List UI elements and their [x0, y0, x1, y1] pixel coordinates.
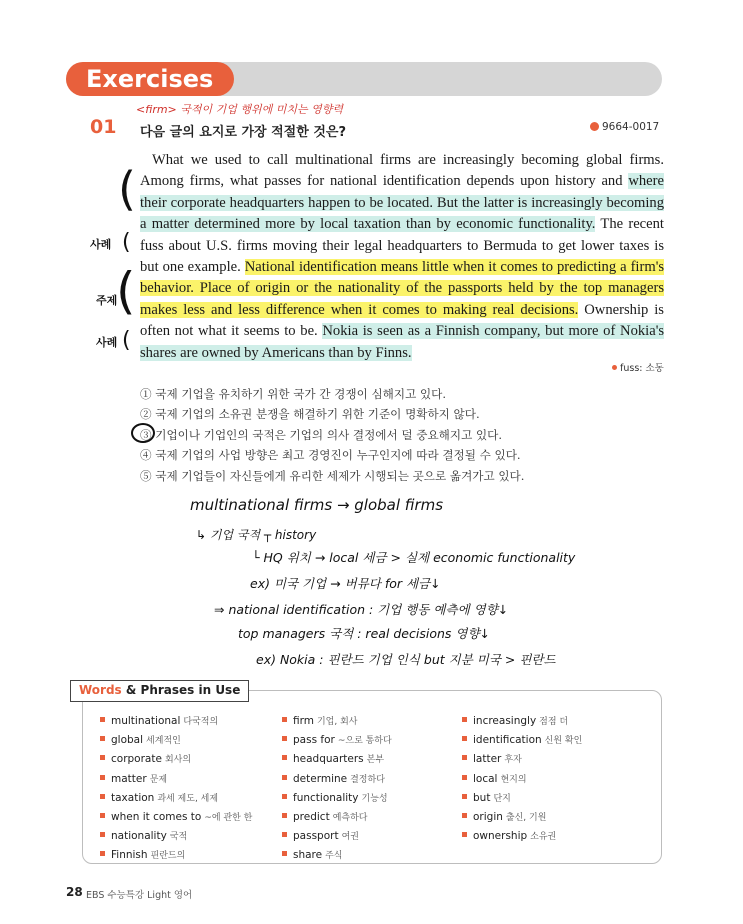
- word-item: [282, 750, 392, 769]
- word-item: [462, 808, 582, 827]
- note-line-5: ⇒ national identification : 기업 행동 예측에 영향↓: [214, 602, 509, 617]
- word-item: [282, 770, 392, 789]
- sentence-3: The recent fuss about U.S. firms moving their legal headquarters to Bermuda to get lower taxes is but one example.: [140, 216, 664, 276]
- choice-1[interactable]: ① 국제 기업을 유치하기 위한 국가 간 경쟁이 심해지고 있다.: [140, 387, 447, 401]
- word-en: determine: [293, 772, 348, 785]
- sentence-5: Ownership is often not what it seems to be.: [140, 301, 664, 340]
- word-kr: 출신, 기원: [505, 813, 547, 824]
- word-en: passport: [293, 830, 339, 843]
- question-number: 01: [90, 116, 117, 138]
- bullet-icon: [462, 717, 467, 722]
- sentence-2a: Among firms, what passes for national identification depends upon history and: [140, 173, 629, 190]
- selected-answer-mark: [131, 423, 155, 443]
- word-en: increasingly: [473, 715, 537, 727]
- word-en: firm: [293, 715, 314, 727]
- choice-3[interactable]: ③ 기업이나 기업인의 국적은 기업의 의사 결정에서 덜 중요해지고 있다.: [140, 427, 503, 442]
- note-line-2: ↳ 기업 국적 ┬ history: [196, 528, 317, 542]
- choice-2[interactable]: ② 국제 기업의 소유권 분쟁을 해결하기 위한 기준이 명확하지 않다.: [140, 407, 480, 422]
- bullet-icon: [100, 717, 105, 722]
- sentence-1: What we used to call multinational firms are increasingly becoming global firms.: [152, 152, 664, 168]
- word-en: identification: [473, 734, 542, 747]
- page-number: 28: [66, 885, 83, 899]
- section-title: Exercises: [66, 62, 234, 96]
- choice-5[interactable]: ⑤ 국제 기업들이 자신들에게 유리한 세제가 시행되는 곳으로 옮겨가고 있다.: [140, 468, 525, 483]
- word-en: ownership: [473, 830, 528, 843]
- word-item: [282, 827, 392, 846]
- sentence-2b: where their corporate headquarters happen to be located. But the latter is increasingly becoming a matter determined more by local taxation than by economic functionality.: [140, 173, 664, 233]
- word-en: share: [293, 849, 323, 862]
- bullet-icon: [462, 755, 467, 760]
- word-item: [100, 750, 252, 769]
- word-item: [100, 770, 252, 789]
- word-item: [100, 712, 252, 731]
- bullet-icon: [282, 794, 287, 799]
- bullet-icon: [282, 736, 287, 741]
- words-phrases-heading: [70, 680, 249, 702]
- word-item: [282, 731, 392, 750]
- question-code-text: 9664-0017: [602, 121, 660, 133]
- word-kr: 국적: [169, 832, 188, 843]
- word-en: pass for: [293, 734, 335, 747]
- word-item: [100, 808, 252, 827]
- word-item: [462, 731, 582, 750]
- bullet-icon: [100, 794, 105, 799]
- bullet-icon: [282, 755, 287, 760]
- word-item: [282, 712, 392, 731]
- word-en: when it comes to: [111, 811, 202, 824]
- word-en: predict: [293, 811, 330, 824]
- note-line-1: multinational firms → global firms: [190, 496, 444, 514]
- bullet-icon: [462, 813, 467, 818]
- word-kr: ~으로 통하다: [337, 736, 392, 747]
- play-icon: [590, 122, 599, 131]
- word-item: [100, 846, 252, 865]
- side-note-example2: 사례: [96, 336, 118, 349]
- word-item: [282, 846, 392, 865]
- word-kr: 기능성: [361, 793, 388, 804]
- word-kr: 기업, 회사: [316, 717, 358, 727]
- bullet-icon: [282, 851, 287, 856]
- word-item: [462, 770, 582, 789]
- word-kr: 과세 제도, 세제: [157, 793, 219, 804]
- word-kr: 여권: [341, 832, 359, 843]
- bullet-icon: [462, 832, 467, 837]
- word-en: nationality: [111, 830, 167, 843]
- word-kr: ~에 관한 한: [204, 813, 253, 824]
- bullet-icon: [282, 832, 287, 837]
- word-item: [462, 750, 582, 769]
- words-column-1: [100, 712, 252, 866]
- word-item: [462, 789, 582, 808]
- side-note-topic: 주제: [96, 294, 118, 307]
- brace-topic: (: [116, 262, 136, 320]
- words-heading-accent: Words: [79, 683, 122, 697]
- word-kr: 핀란드의: [150, 851, 186, 862]
- word-item: [100, 827, 252, 846]
- bullet-icon: [462, 775, 467, 780]
- word-item: [100, 731, 252, 750]
- bullet-icon: [462, 794, 467, 799]
- bullet-icon: [282, 775, 287, 780]
- bullet-icon: [100, 851, 105, 856]
- word-en: corporate: [111, 753, 162, 766]
- annotation-top: <firm> 국적이 기업 행위에 미치는 영향력: [136, 103, 344, 116]
- word-kr: 단지: [493, 793, 511, 804]
- word-item: [282, 808, 392, 827]
- choice-4[interactable]: ④ 국제 기업의 사업 방향은 최고 경영진이 누구인지에 따라 결정될 수 있다.: [140, 448, 521, 463]
- note-line-3: └ HQ 위치 → local 세금 > 실제 economic functionality: [252, 550, 576, 565]
- word-kr: 점점 더: [539, 717, 569, 727]
- word-en: but: [473, 791, 491, 804]
- word-en: headquarters: [293, 753, 364, 766]
- word-en: taxation: [111, 791, 155, 804]
- word-en: local: [473, 772, 498, 785]
- word-kr: 예측하다: [332, 813, 368, 824]
- note-line-6: top managers 국적 : real decisions 영향↓: [238, 626, 491, 641]
- word-item: [100, 789, 252, 808]
- sentence-4-topic: National identification means little when it comes to predicting a firm's behavior. Place of origin or the nationality of the passports held by the top managers makes less and less difference when it comes to making real decisions.: [140, 259, 664, 318]
- sentence-6: Nokia is seen as a Finnish company, but more of Nokia's shares are owned by Americans than by Finns.: [140, 323, 665, 361]
- note-line-7: ex) Nokia : 핀란드 기업 인식 but 지분 미국 > 핀란드: [256, 652, 556, 667]
- bullet-icon: [282, 813, 287, 818]
- words-column-3: [462, 712, 582, 846]
- brace-example1: (: [122, 230, 131, 255]
- word-en: global: [111, 734, 144, 747]
- word-kr: 세계적인: [146, 736, 181, 747]
- question-code: [590, 121, 659, 133]
- word-kr: 회사의: [164, 755, 192, 766]
- note-line-4: ex) 미국 기업 → 버뮤다 for 세금↓: [250, 576, 441, 591]
- word-en: Finnish: [111, 849, 148, 862]
- word-kr: 소유권: [530, 832, 557, 843]
- bullet-icon: [282, 717, 287, 722]
- word-kr: 후자: [504, 755, 522, 766]
- reading-passage: [140, 150, 664, 364]
- question-title: 다음 글의 요지로 가장 적절한 것은?: [140, 125, 346, 140]
- word-en: latter: [473, 753, 502, 766]
- side-note-example1: 사례: [90, 238, 112, 251]
- passage-paragraph: [140, 150, 664, 364]
- brace-example2: (: [122, 328, 131, 353]
- bullet-icon: [100, 813, 105, 818]
- footnote-text: fuss: 소동: [620, 363, 664, 374]
- word-kr: 결정하다: [350, 774, 385, 785]
- word-en: multinational: [111, 715, 181, 727]
- words-column-2: [282, 712, 392, 866]
- word-en: matter: [111, 772, 147, 785]
- word-kr: 다국적의: [183, 717, 219, 727]
- bullet-icon: [462, 736, 467, 741]
- word-item: [282, 789, 392, 808]
- book-title: EBS 수능특강 Light 영어: [86, 890, 193, 901]
- word-item: [462, 712, 582, 731]
- footnote: [612, 360, 664, 374]
- bullet-icon: [100, 755, 105, 760]
- words-heading-rest: & Phrases in Use: [121, 683, 241, 697]
- footnote-bullet: [612, 365, 617, 370]
- word-kr: 본부: [366, 755, 385, 766]
- bullet-icon: [100, 832, 105, 837]
- word-kr: 주식: [325, 851, 343, 862]
- word-kr: 신원 확인: [544, 736, 583, 747]
- word-en: functionality: [293, 791, 359, 804]
- bullet-icon: [100, 775, 105, 780]
- answer-choices: [140, 384, 524, 486]
- brace-intro: (: [118, 162, 136, 216]
- word-en: origin: [473, 811, 503, 824]
- word-kr: 현지의: [500, 774, 527, 785]
- word-item: [462, 827, 582, 846]
- word-kr: 문제: [149, 774, 168, 785]
- bullet-icon: [100, 736, 105, 741]
